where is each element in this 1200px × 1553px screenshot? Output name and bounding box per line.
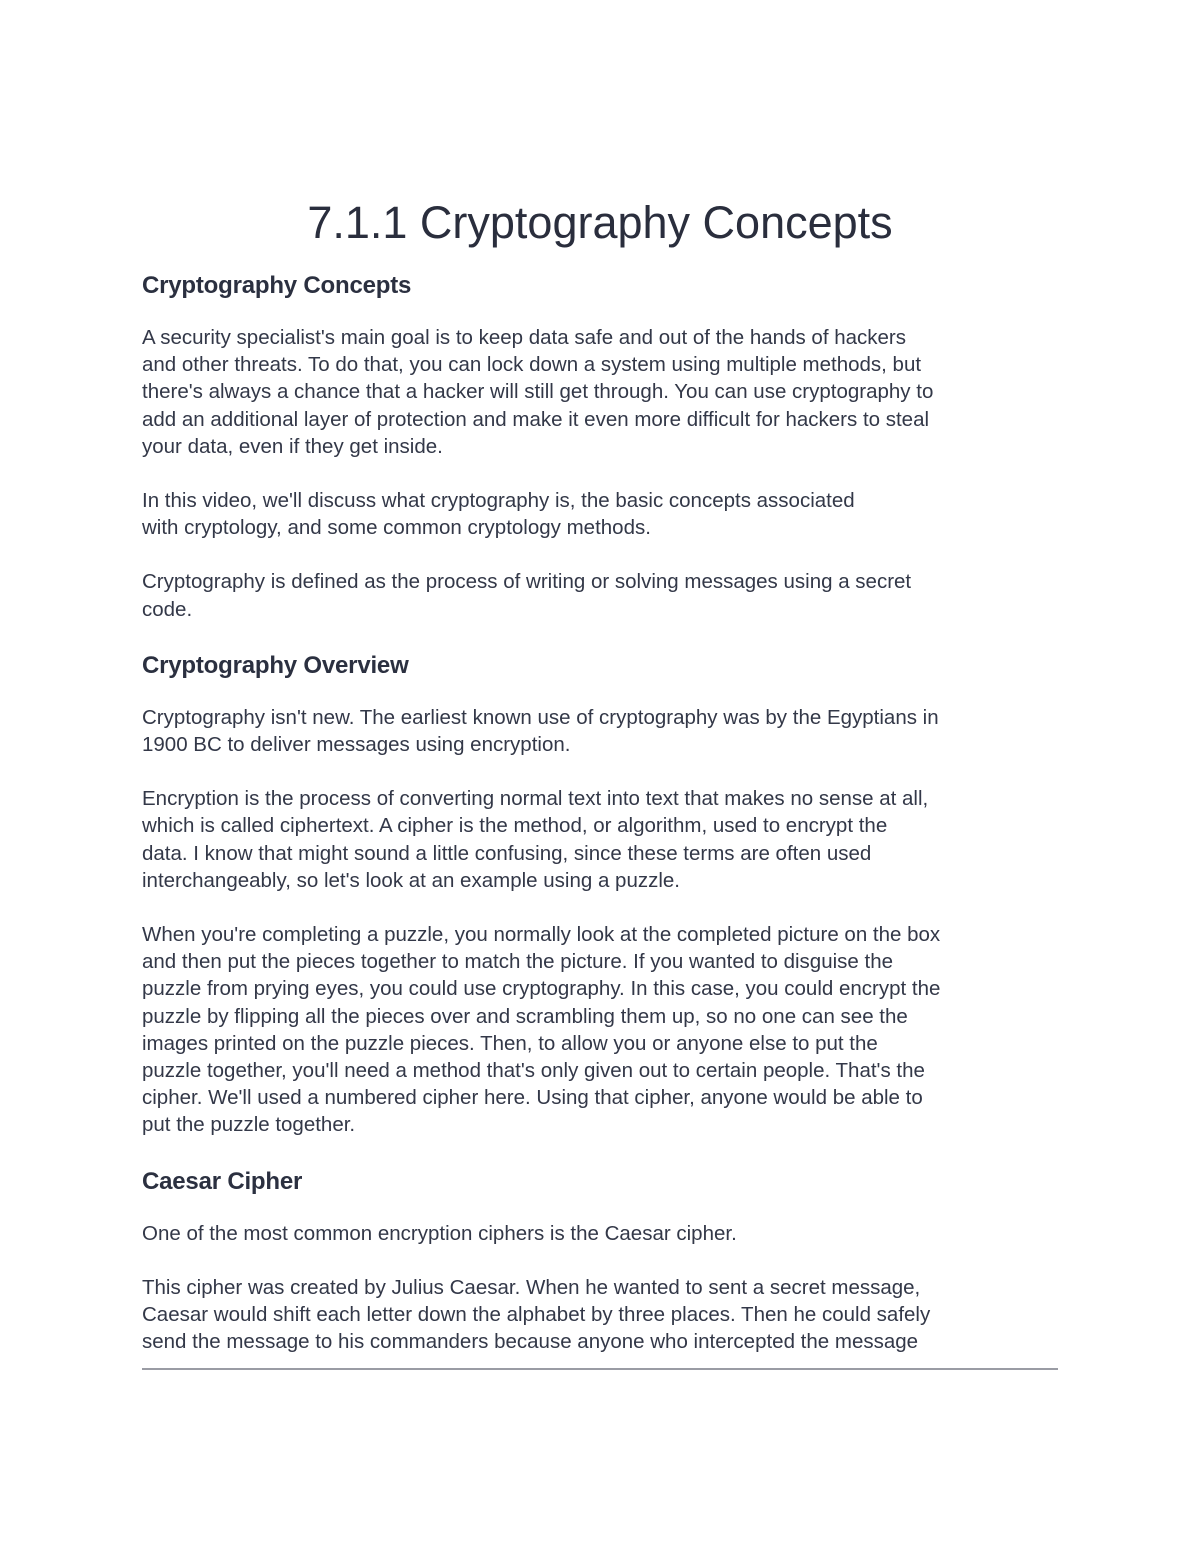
paragraph xyxy=(142,487,1072,541)
text-line: there's always a chance that a hacker will still get through. You can use cryptography to xyxy=(142,380,934,404)
text-line: your data, even if they get inside. xyxy=(142,434,443,458)
document-title: 7.1.1 Cryptography Concepts xyxy=(307,197,893,248)
text-line: Caesar would shift each letter down the alphabet by three places. Then he could safely xyxy=(142,1303,931,1327)
document-body xyxy=(142,270,1072,1382)
section-heading: Cryptography Concepts xyxy=(142,272,412,299)
text-line: In this video, we'll discuss what cryptography is, the basic concepts associated xyxy=(142,489,855,513)
paragraph xyxy=(142,568,1072,622)
text-line: images printed on the puzzle pieces. Then, to allow you or anyone else to put the xyxy=(142,1031,878,1055)
text-line: cipher. We'll used a numbered cipher here. Using that cipher, anyone would be able to xyxy=(142,1086,923,1110)
text-line: data. I know that might sound a little confusing, since these terms are often used xyxy=(142,841,872,865)
text-line: puzzle from prying eyes, you could use cryptography. In this case, you could encrypt the xyxy=(142,977,941,1001)
page-cut-divider xyxy=(142,1368,1058,1370)
paragraph xyxy=(142,324,1072,460)
text-line: When you're completing a puzzle, you normally look at the completed picture on the box xyxy=(142,923,941,947)
text-line: One of the most common encryption ciphers is the Caesar cipher. xyxy=(142,1221,737,1245)
section-cryptography-overview xyxy=(142,650,1072,1139)
text-line: put the puzzle together. xyxy=(142,1113,356,1137)
text-line: 1900 BC to deliver messages using encryption. xyxy=(142,733,571,757)
text-line: which is called ciphertext. A cipher is the method, or algorithm, used to encrypt the xyxy=(142,814,888,838)
text-line: Encryption is the process of converting normal text into text that makes no sense at all, xyxy=(142,787,929,811)
paragraph xyxy=(142,1220,1072,1247)
paragraph xyxy=(142,704,1072,758)
text-line: A security specialist's main goal is to keep data safe and out of the hands of hackers xyxy=(142,326,906,349)
section-heading: Caesar Cipher xyxy=(142,1167,303,1195)
section-caesar-cipher xyxy=(142,1166,1072,1356)
text-line: add an additional layer of protection and make it even more difficult for hackers to steal xyxy=(142,407,930,431)
text-line: puzzle by flipping all the pieces over and scrambling them up, so no one can see the xyxy=(142,1004,908,1028)
text-line: with cryptology, and some common cryptology methods. xyxy=(142,516,651,540)
text-line: code. xyxy=(142,597,193,621)
text-line: This cipher was created by Julius Caesar. When he wanted to sent a secret message, xyxy=(142,1275,921,1299)
text-line: Cryptography isn't new. The earliest known use of cryptography was by the Egyptians in xyxy=(142,705,939,729)
paragraph xyxy=(142,785,1072,894)
paragraph xyxy=(142,921,1072,1139)
text-line: interchangeably, so let's look at an example using a puzzle. xyxy=(142,868,680,892)
text-line: and then put the pieces together to match the picture. If you wanted to disguise the xyxy=(142,950,894,974)
text-line: Cryptography is defined as the process of writing or solving messages using a secret xyxy=(142,570,912,594)
section-cryptography-concepts xyxy=(142,270,1072,623)
text-line: and other threats. To do that, you can lock down a system using multiple methods, but xyxy=(142,353,922,377)
paragraph xyxy=(142,1274,1072,1356)
section-heading: Cryptography Overview xyxy=(142,651,409,679)
text-line: puzzle together, you'll need a method that's only given out to certain people. That's the xyxy=(142,1059,925,1083)
text-line: send the message to his commanders because anyone who intercepted the message xyxy=(142,1330,919,1354)
